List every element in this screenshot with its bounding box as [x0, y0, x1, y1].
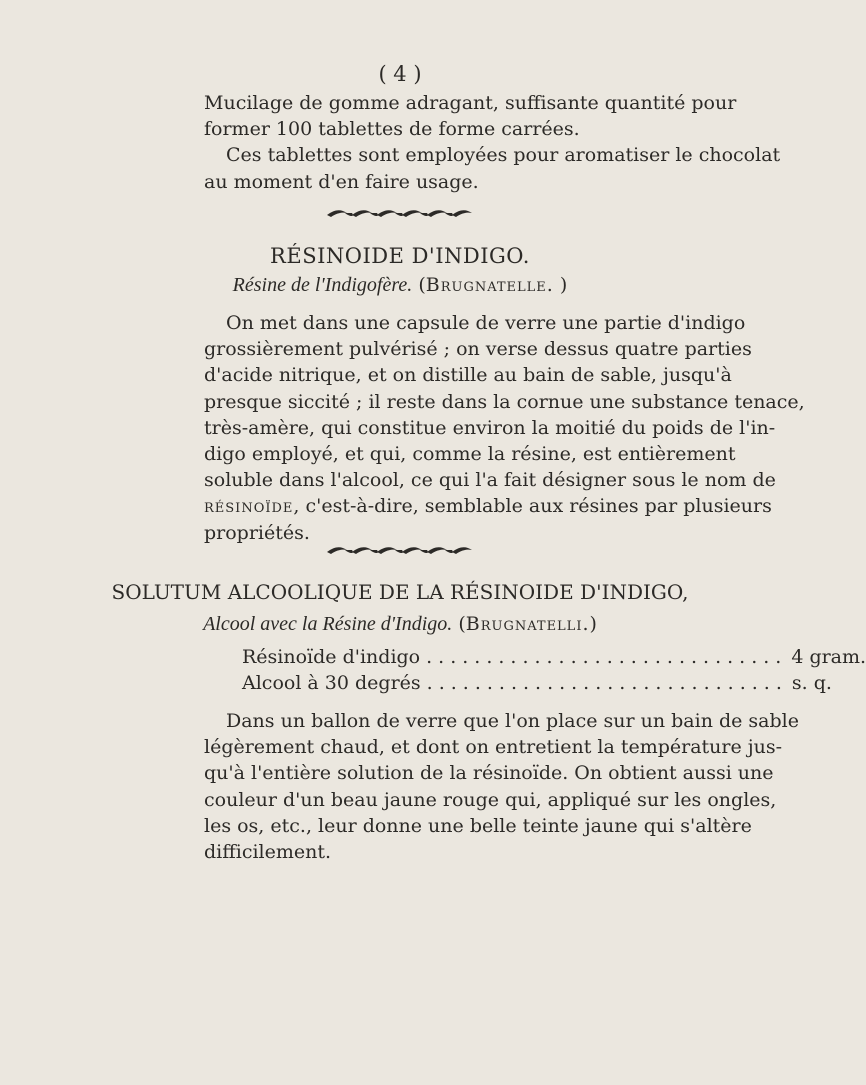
intro-paragraph [204, 90, 781, 195]
subtitle-paren-close: ) [559, 274, 568, 296]
subtitle-italic: Résine de l'Indigofère. [232, 274, 413, 296]
recipe-row [242, 670, 832, 696]
recipe-row [242, 644, 866, 670]
subtitle-paren-open: ( [418, 274, 426, 296]
text-line: propriétés. [204, 521, 310, 544]
dot-leader: .............................. [426, 672, 788, 694]
text-line: digo employé, et qui, comme la résine, est entièrement [204, 443, 736, 466]
text-line: grossièrement pulvérisé ; on verse dessus quatre parties [204, 338, 752, 361]
section1-paragraph [204, 310, 805, 546]
text-line: Mucilage de gomme adragant, suffisante quantité pour [204, 92, 737, 114]
text-line: qu'à l'entière solution de la résinoïde. On obtient aussi une [204, 762, 774, 785]
text-line: très-amère, qui constitue environ la moitié du poids de l'in- [204, 416, 776, 439]
ingredient-quantity: 4 gram. [791, 646, 866, 668]
text-line: soluble dans l'alcool, ce qui l'a fait désigner sous le nom de [204, 469, 776, 492]
subtitle-paren-close: ) [589, 613, 597, 635]
wave-ornament-icon [325, 544, 475, 558]
text-line: couleur d'un beau jaune rouge qui, appliqué sur les ongles, [204, 788, 777, 811]
dot-leader: .............................. [426, 646, 788, 668]
small-caps-term: résinoïde [204, 495, 294, 518]
section-title-resinoide: RÉSINOIDE D'INDIGO. [270, 244, 530, 268]
recipe-list [242, 644, 866, 696]
subtitle-author: Brugnatelli. [465, 613, 590, 635]
text-line: les os, etc., leur donne une belle teinte jaune qui s'altère [204, 814, 752, 837]
ornament-divider [0, 206, 800, 225]
ingredient-name: Résinoïde d'indigo [242, 646, 421, 668]
text-line: d'acide nitrique, et on distille au bain de sable, jusqu'à [204, 364, 732, 387]
text-line: légèrement chaud, et dont on entretient la température jus- [204, 736, 783, 759]
section-title-solutum: SOLUTUM ALCOOLIQUE DE LA RÉSINOIDE D'INDIGO, [111, 580, 689, 604]
section-subtitle-solutum [0, 613, 800, 636]
text-line: au moment d'en faire usage. [204, 170, 479, 193]
ornament-divider [0, 543, 800, 562]
subtitle-italic: Alcool avec la Résine d'Indigo. [203, 613, 453, 635]
text-line: Ces tablettes sont employées pour aromatiser le chocolat [226, 144, 781, 167]
text-line: presque siccité ; il reste dans la cornue une substance tenace, [204, 390, 805, 413]
text-line: Dans un ballon de verre que l'on place sur un bain de sable [226, 710, 799, 732]
section2-paragraph [204, 708, 799, 865]
text-line: difficilement. [204, 841, 332, 864]
wave-ornament-icon [325, 207, 475, 221]
text-line: On met dans une capsule de verre une partie d'indigo [226, 312, 746, 334]
page-number: ( 4 ) [378, 62, 422, 86]
ingredient-quantity: s. q. [791, 672, 832, 694]
text-line: former 100 tablettes de forme carrées. [204, 118, 580, 141]
subtitle-author: Brugnatelle. [425, 274, 554, 296]
text-line: résinoïde, c'est-à-dire, semblable aux résines par plusieurs [204, 495, 772, 518]
section-subtitle-resinoide [0, 274, 800, 297]
subtitle-paren-open: ( [458, 613, 466, 635]
ingredient-name: Alcool à 30 degrés [242, 672, 421, 694]
